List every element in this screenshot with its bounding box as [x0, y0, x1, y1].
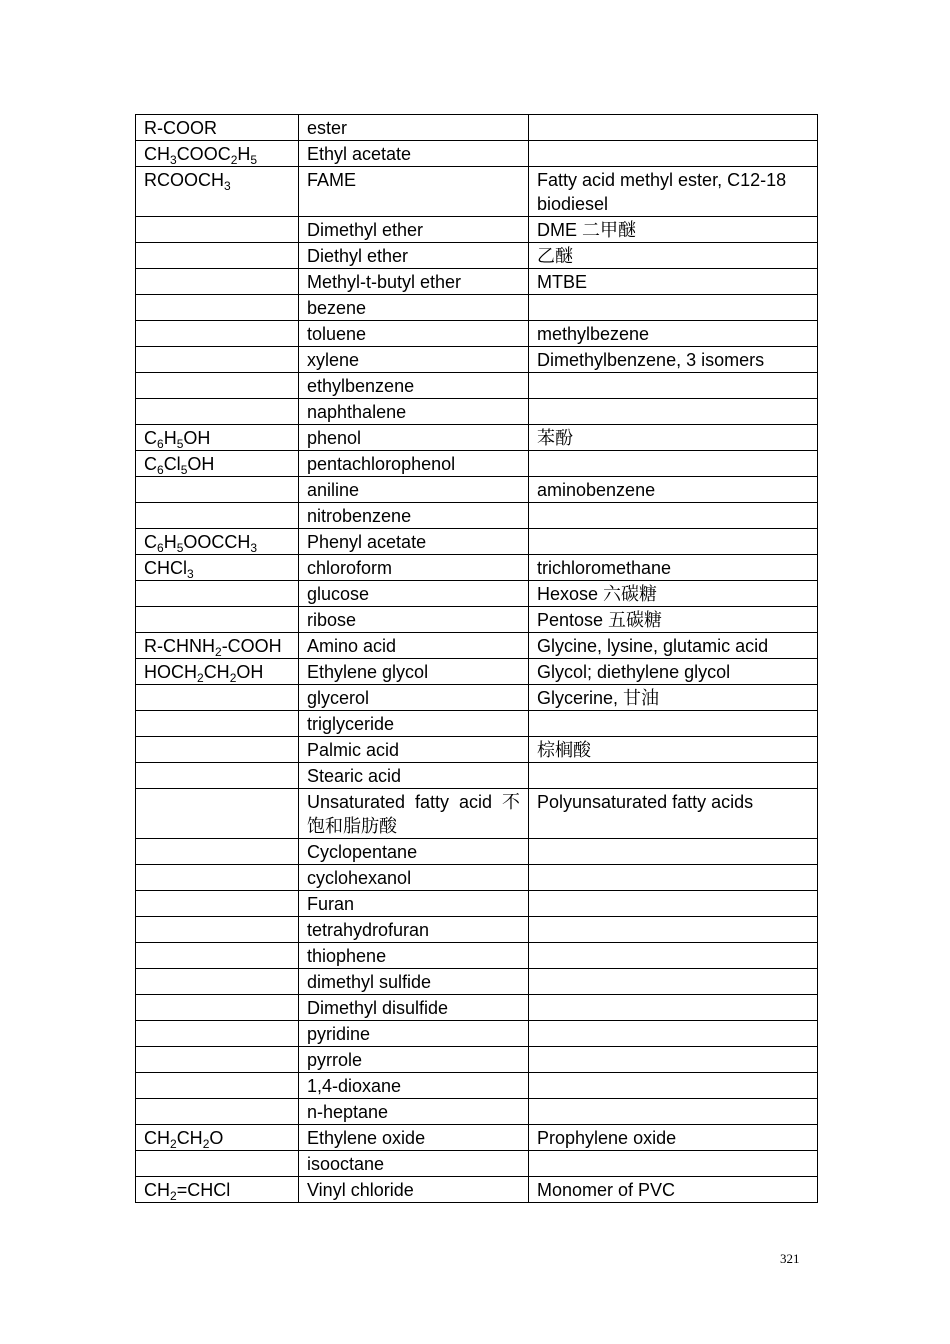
formula-cell: [136, 1047, 299, 1073]
table-row: [136, 1073, 818, 1099]
note-cell: [529, 115, 818, 141]
formula-cell: [136, 425, 299, 451]
formula-cell: [136, 763, 299, 789]
formula-cell: [136, 995, 299, 1021]
formula-cell: [136, 503, 299, 529]
formula-text: CH: [203, 662, 230, 682]
compound-name-cell: Stearic acid: [299, 763, 529, 789]
formula-cell: [136, 581, 299, 607]
note-cell: DME 二甲醚: [529, 217, 818, 243]
note-cell: [529, 891, 818, 917]
table-row: [136, 477, 818, 503]
table-row: [136, 839, 818, 865]
formula-text: COOC: [176, 144, 231, 164]
table-row: [136, 321, 818, 347]
compound-name-cell: triglyceride: [299, 711, 529, 737]
formula-subscript: 3: [224, 179, 231, 193]
table-row: [136, 917, 818, 943]
compound-name-cell: aniline: [299, 477, 529, 503]
table-row: [136, 425, 818, 451]
formula-cell: [136, 451, 299, 477]
note-cell: Glycerine, 甘油: [529, 685, 818, 711]
table-row: [136, 217, 818, 243]
compound-name-cell: Amino acid: [299, 633, 529, 659]
compound-name-cell: Furan: [299, 891, 529, 917]
formula-cell: [136, 865, 299, 891]
formula-cell: [136, 321, 299, 347]
formula-cell: [136, 373, 299, 399]
table-row: [136, 1151, 818, 1177]
formula-subscript: 2: [229, 671, 237, 685]
note-cell: Polyunsaturated fatty acids: [529, 789, 818, 839]
compound-name-cell: pyridine: [299, 1021, 529, 1047]
formula-text: CH: [144, 144, 170, 164]
formula-cell: [136, 529, 299, 555]
compound-name-cell: dimethyl sulfide: [299, 969, 529, 995]
compound-name-cell: pyrrole: [299, 1047, 529, 1073]
table-row: [136, 891, 818, 917]
formula-subscript: 2: [230, 153, 238, 167]
note-cell: Prophylene oxide: [529, 1125, 818, 1151]
table-row: [136, 141, 818, 167]
compound-name-cell: cyclohexanol: [299, 865, 529, 891]
formula-text: R-COOR: [144, 118, 217, 138]
formula-text: CH: [176, 1128, 203, 1148]
formula-subscript: 6: [157, 463, 164, 477]
table-row: [136, 969, 818, 995]
table-row: [136, 607, 818, 633]
formula-cell: [136, 839, 299, 865]
note-cell: [529, 1047, 818, 1073]
table-row: [136, 737, 818, 763]
note-cell: Monomer of PVC: [529, 1177, 818, 1203]
formula-cell: [136, 167, 299, 217]
compound-name-cell: naphthalene: [299, 399, 529, 425]
table-row: [136, 295, 818, 321]
note-cell: [529, 763, 818, 789]
table-row: [136, 633, 818, 659]
table-row: [136, 115, 818, 141]
note-cell: 棕榈酸: [529, 737, 818, 763]
formula-text: -COOH: [221, 636, 282, 656]
compound-name-cell: glucose: [299, 581, 529, 607]
table-row: [136, 1177, 818, 1203]
compound-name-cell: Dimethyl disulfide: [299, 995, 529, 1021]
formula-cell: [136, 633, 299, 659]
formula-text: Cl: [163, 454, 181, 474]
formula-cell: [136, 115, 299, 141]
note-cell: [529, 141, 818, 167]
note-cell: [529, 711, 818, 737]
compound-name-cell: toluene: [299, 321, 529, 347]
note-cell: [529, 969, 818, 995]
note-cell: Fatty acid methyl ester, C12-18 biodiesel: [529, 167, 818, 217]
formula-cell: [136, 659, 299, 685]
compound-name-cell: ribose: [299, 607, 529, 633]
formula-subscript: 6: [157, 437, 164, 451]
compound-name-cell: Cyclopentane: [299, 839, 529, 865]
compound-name-cell: glycerol: [299, 685, 529, 711]
formula-cell: [136, 969, 299, 995]
formula-text: C: [144, 454, 157, 474]
formula-subscript: 2: [170, 1137, 177, 1151]
note-cell: trichloromethane: [529, 555, 818, 581]
note-cell: Hexose 六碳糖: [529, 581, 818, 607]
note-cell: [529, 839, 818, 865]
compound-name-cell: Unsaturated fatty acid 不饱和脂肪酸: [299, 789, 529, 839]
formula-cell: [136, 347, 299, 373]
compound-name-cell: isooctane: [299, 1151, 529, 1177]
compound-name-cell: bezene: [299, 295, 529, 321]
formula-text: OH: [236, 662, 264, 682]
formula-cell: [136, 269, 299, 295]
table-row: [136, 269, 818, 295]
formula-text: O: [209, 1128, 224, 1148]
formula-text: OH: [187, 454, 215, 474]
compound-name-cell: nitrobenzene: [299, 503, 529, 529]
compound-name-cell: tetrahydrofuran: [299, 917, 529, 943]
table-row: [136, 711, 818, 737]
note-cell: Glycine, lysine, glutamic acid: [529, 633, 818, 659]
note-cell: Glycol; diethylene glycol: [529, 659, 818, 685]
formula-text: C: [144, 428, 157, 448]
table-row: [136, 1125, 818, 1151]
formula-text: HOCH: [144, 662, 197, 682]
compound-name-cell: pentachlorophenol: [299, 451, 529, 477]
formula-cell: [136, 711, 299, 737]
formula-text: OH: [183, 428, 211, 448]
formula-text: C: [144, 532, 157, 552]
formula-cell: [136, 1125, 299, 1151]
note-cell: [529, 1021, 818, 1047]
formula-cell: [136, 399, 299, 425]
formula-subscript: 2: [215, 645, 222, 659]
note-cell: Dimethylbenzene, 3 isomers: [529, 347, 818, 373]
table-body: [136, 115, 818, 1203]
note-cell: methylbezene: [529, 321, 818, 347]
formula-subscript: 3: [170, 153, 177, 167]
table-row: [136, 581, 818, 607]
formula-cell: [136, 141, 299, 167]
formula-subscript: 3: [187, 567, 194, 581]
compound-name-cell: thiophene: [299, 943, 529, 969]
formula-cell: [136, 295, 299, 321]
table-row: [136, 399, 818, 425]
compound-name-cell: FAME: [299, 167, 529, 217]
note-cell: 苯酚: [529, 425, 818, 451]
table-row: [136, 995, 818, 1021]
table-row: [136, 243, 818, 269]
formula-text: RCOOCH: [144, 170, 224, 190]
compound-name-cell: Diethyl ether: [299, 243, 529, 269]
table-row: [136, 167, 818, 217]
compound-name-cell: Ethylene glycol: [299, 659, 529, 685]
formula-text: =CHCl: [176, 1180, 231, 1200]
table-row: [136, 1047, 818, 1073]
formula-cell: [136, 1073, 299, 1099]
compound-name-cell: 1,4-dioxane: [299, 1073, 529, 1099]
formula-cell: [136, 477, 299, 503]
formula-cell: [136, 555, 299, 581]
formula-subscript: 3: [250, 541, 258, 555]
formula-cell: [136, 1151, 299, 1177]
note-cell: [529, 295, 818, 321]
compound-name-cell: Phenyl acetate: [299, 529, 529, 555]
note-cell: [529, 1151, 818, 1177]
table-row: [136, 529, 818, 555]
compound-name-cell: n-heptane: [299, 1099, 529, 1125]
table-row: [136, 555, 818, 581]
table-row: [136, 373, 818, 399]
note-cell: MTBE: [529, 269, 818, 295]
formula-cell: [136, 685, 299, 711]
formula-cell: [136, 917, 299, 943]
formula-cell: [136, 217, 299, 243]
formula-cell: [136, 737, 299, 763]
compound-name-cell: Palmic acid: [299, 737, 529, 763]
formula-subscript: 5: [176, 541, 184, 555]
formula-cell: [136, 607, 299, 633]
compound-name-cell: Vinyl chloride: [299, 1177, 529, 1203]
formula-subscript: 5: [250, 153, 258, 167]
table-row: [136, 865, 818, 891]
table-row: [136, 943, 818, 969]
note-cell: [529, 865, 818, 891]
note-cell: [529, 943, 818, 969]
formula-subscript: 5: [180, 463, 188, 477]
formula-cell: [136, 1021, 299, 1047]
compound-name-cell: Ethylene oxide: [299, 1125, 529, 1151]
note-cell: aminobenzene: [529, 477, 818, 503]
note-cell: [529, 451, 818, 477]
table-row: [136, 1099, 818, 1125]
note-cell: 乙醚: [529, 243, 818, 269]
table-row: [136, 451, 818, 477]
formula-text: OOCCH: [183, 532, 251, 552]
table-row: [136, 503, 818, 529]
compound-name-cell: chloroform: [299, 555, 529, 581]
note-cell: [529, 399, 818, 425]
compound-name-cell: ester: [299, 115, 529, 141]
compound-name-cell: xylene: [299, 347, 529, 373]
formula-subscript: 2: [197, 671, 204, 685]
note-cell: [529, 529, 818, 555]
formula-cell: [136, 891, 299, 917]
table-row: [136, 659, 818, 685]
chemical-names-table: [135, 114, 818, 1203]
note-cell: [529, 373, 818, 399]
formula-text: CH: [144, 1180, 170, 1200]
compound-name-cell: phenol: [299, 425, 529, 451]
formula-cell: [136, 943, 299, 969]
table-row: [136, 685, 818, 711]
formula-subscript: 2: [202, 1137, 210, 1151]
note-cell: Pentose 五碳糖: [529, 607, 818, 633]
note-cell: [529, 917, 818, 943]
formula-text: H: [163, 532, 177, 552]
formula-text: H: [163, 428, 177, 448]
table-row: [136, 347, 818, 373]
note-cell: [529, 1073, 818, 1099]
formula-cell: [136, 789, 299, 839]
table-row: [136, 763, 818, 789]
formula-text: CH: [144, 1128, 170, 1148]
compound-name-cell: Dimethyl ether: [299, 217, 529, 243]
note-cell: [529, 995, 818, 1021]
formula-text: R-CHNH: [144, 636, 215, 656]
note-cell: [529, 503, 818, 529]
formula-subscript: 5: [176, 437, 184, 451]
formula-cell: [136, 243, 299, 269]
page-number: 321: [780, 1251, 800, 1266]
formula-subscript: 2: [170, 1189, 177, 1203]
formula-cell: [136, 1177, 299, 1203]
formula-cell: [136, 1099, 299, 1125]
table-row: [136, 1021, 818, 1047]
note-cell: [529, 1099, 818, 1125]
compound-name-cell: Ethyl acetate: [299, 141, 529, 167]
formula-text: CHCl: [144, 558, 187, 578]
formula-subscript: 6: [157, 541, 164, 555]
table-row: [136, 789, 818, 839]
compound-name-cell: Methyl-t-butyl ether: [299, 269, 529, 295]
formula-text: H: [237, 144, 251, 164]
compound-name-cell: ethylbenzene: [299, 373, 529, 399]
